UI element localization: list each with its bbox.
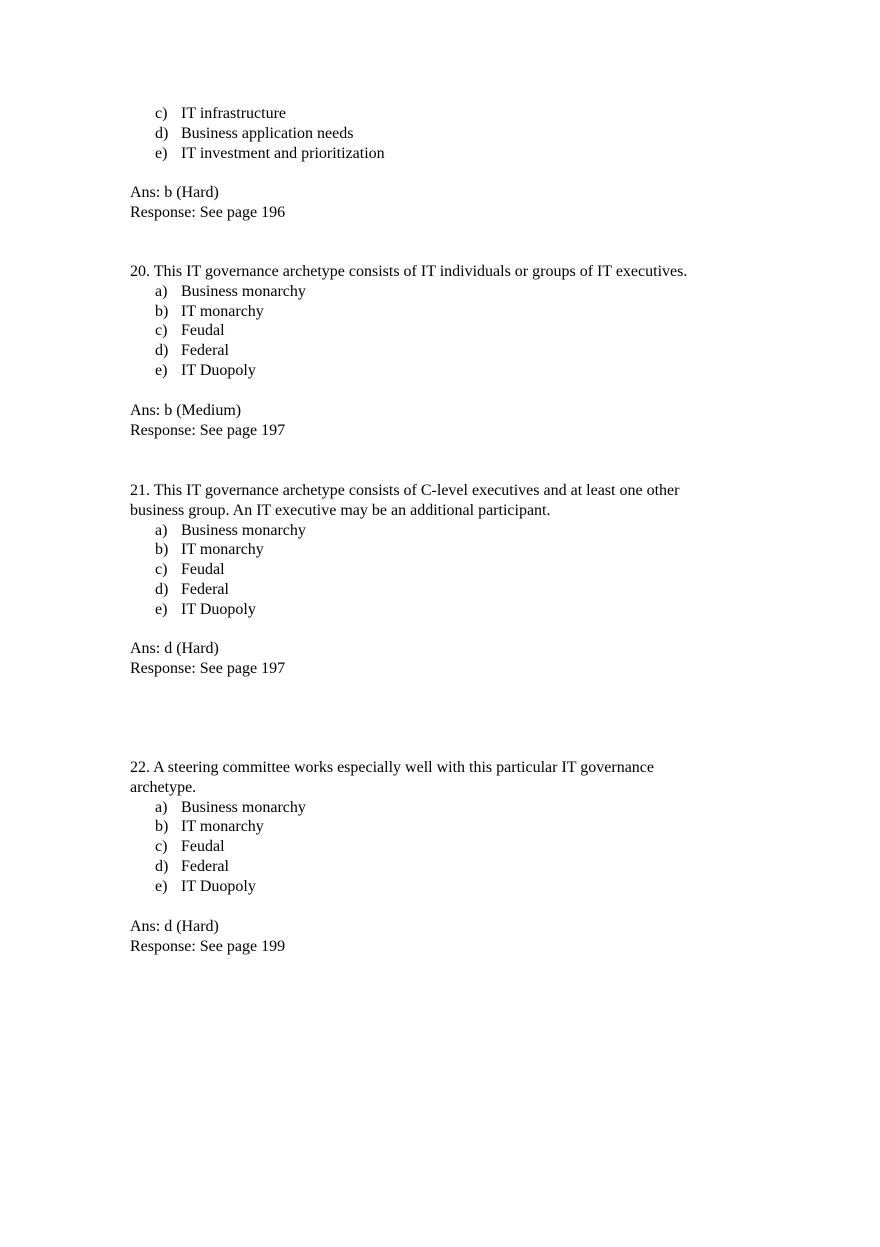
option-text: Business monarchy [181, 798, 306, 816]
option-text: IT monarchy [181, 302, 264, 320]
option-text: Feudal [181, 322, 225, 340]
option [130, 540, 730, 560]
option-text: Business monarchy [181, 521, 306, 539]
option-letter: e) [155, 361, 168, 379]
option-text: Feudal [181, 838, 225, 856]
option-letter: b) [155, 302, 169, 320]
option-letter: b) [155, 818, 169, 836]
option [130, 104, 770, 124]
option-letter: d) [155, 342, 169, 360]
option-letter: d) [155, 580, 169, 598]
option [130, 817, 710, 837]
answer: Ans: d (Hard) [130, 918, 219, 935]
option-letter: c) [155, 105, 168, 122]
option [130, 580, 730, 600]
option-text: IT Duopoly [181, 361, 256, 379]
option-letter: c) [155, 838, 168, 856]
option [130, 560, 730, 580]
response: Response: See page 199 [130, 937, 286, 955]
response: Response: See page 197 [130, 421, 286, 439]
option-letter: e) [155, 600, 168, 618]
option-letter: c) [155, 561, 168, 579]
option [130, 144, 770, 164]
option [130, 798, 710, 818]
question-text: 22. A steering committee works especially well with this particular IT governance archetype. [130, 759, 654, 796]
option-text: Federal [181, 580, 229, 598]
option [130, 521, 730, 541]
option-letter: d) [155, 124, 169, 142]
option-text: IT Duopoly [181, 877, 256, 895]
option-text: IT Duopoly [181, 600, 256, 618]
answer-block [130, 401, 770, 441]
answer-block [130, 639, 770, 679]
option-letter: b) [155, 541, 169, 559]
option [130, 600, 730, 620]
option [130, 341, 750, 361]
option-text: IT investment and prioritization [181, 144, 385, 162]
answer: Ans: b (Hard) [130, 184, 219, 201]
response: Response: See page 196 [130, 203, 286, 221]
option-letter: a) [155, 282, 168, 300]
option [130, 837, 710, 857]
answer-block [130, 917, 770, 957]
option-text: Business application needs [181, 124, 354, 142]
response: Response: See page 197 [130, 659, 286, 677]
option-text: Federal [181, 342, 229, 360]
answer: Ans: d (Hard) [130, 640, 219, 657]
option-text: Federal [181, 857, 229, 875]
option-letter: c) [155, 322, 168, 340]
option-text: Business monarchy [181, 282, 306, 300]
option [130, 361, 750, 381]
question-text: 20. This IT governance archetype consists of IT individuals or groups of IT executives. [130, 263, 688, 280]
question-22 [130, 758, 710, 897]
option [130, 877, 710, 897]
answer: Ans: b (Medium) [130, 402, 242, 419]
option-letter: e) [155, 877, 168, 895]
continued-options [130, 104, 770, 163]
option-letter: a) [155, 521, 168, 539]
answer-block [130, 183, 770, 223]
option [130, 857, 710, 877]
option-text: IT infrastructure [181, 105, 286, 122]
option [130, 124, 770, 144]
option [130, 302, 750, 322]
option-text: Feudal [181, 561, 225, 579]
option [130, 282, 750, 302]
option [130, 321, 750, 341]
question-20 [130, 262, 750, 381]
option-letter: d) [155, 857, 169, 875]
option-text: IT monarchy [181, 541, 264, 559]
option-text: IT monarchy [181, 818, 264, 836]
question-21 [130, 481, 730, 620]
option-letter: e) [155, 144, 168, 162]
question-text: 21. This IT governance archetype consists of C-level executives and at least one other business group. An IT executive may be an additional participant. [130, 482, 680, 519]
option-letter: a) [155, 798, 168, 816]
